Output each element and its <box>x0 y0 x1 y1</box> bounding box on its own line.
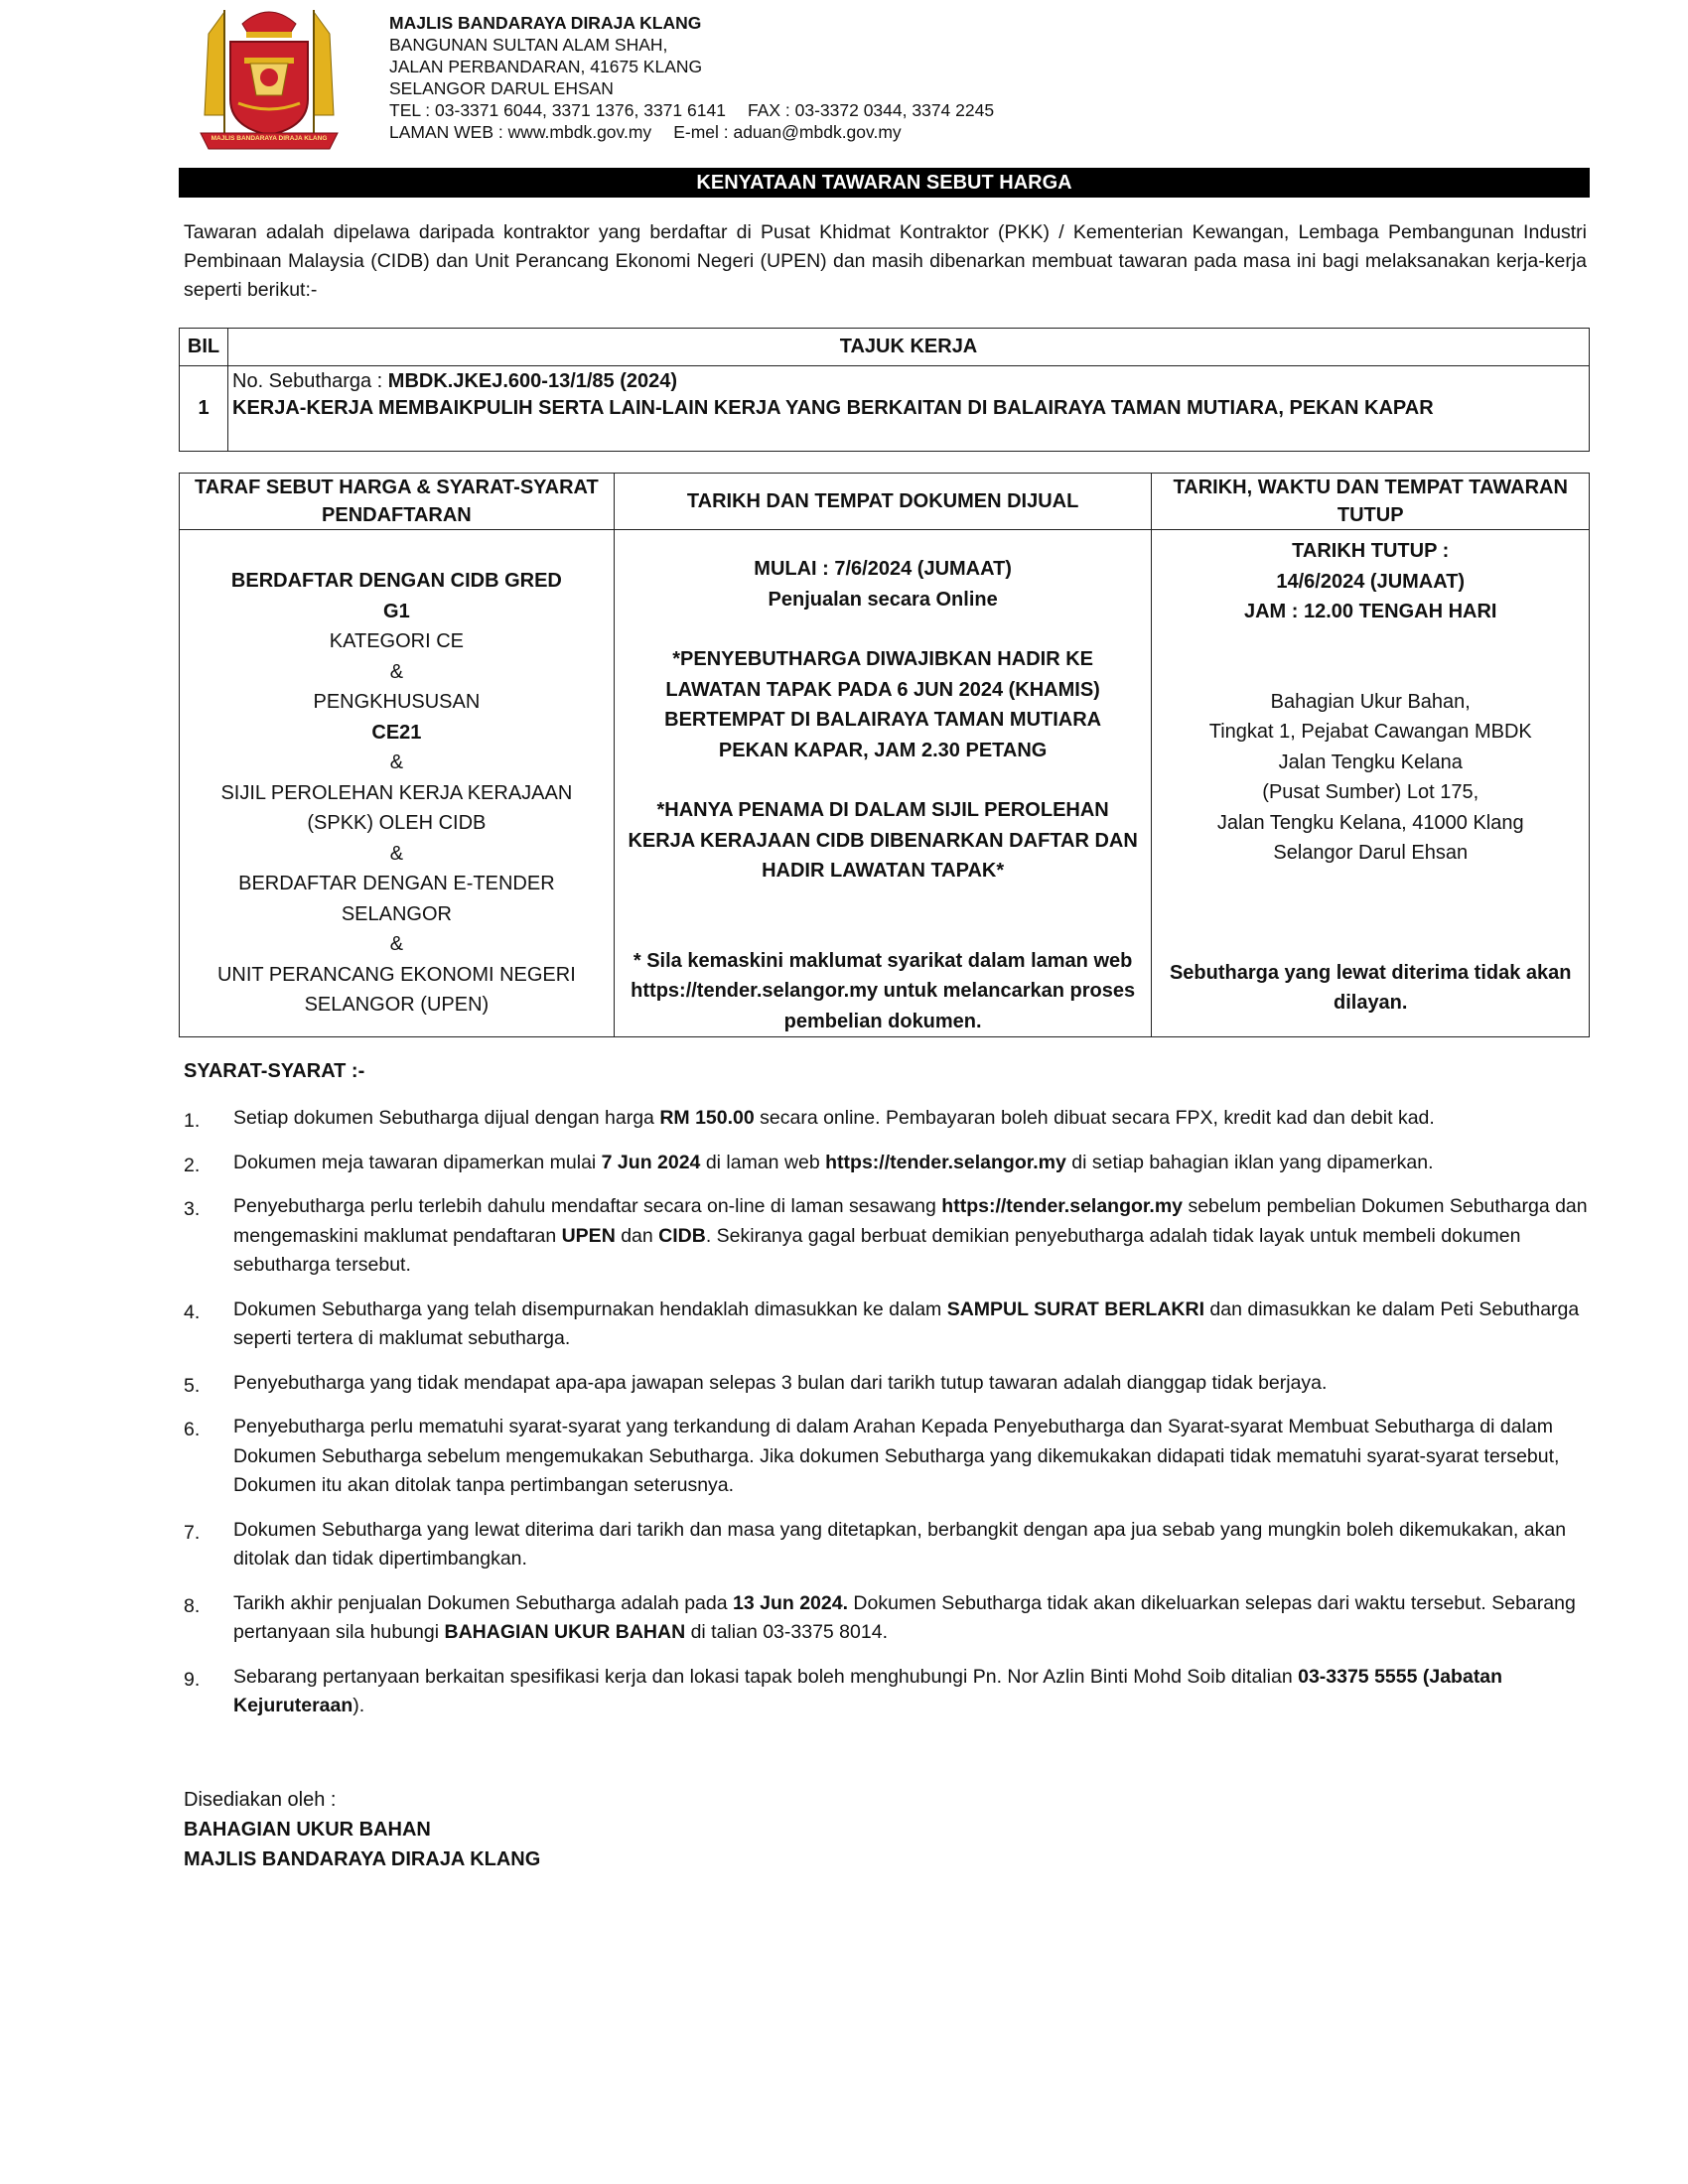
item-bold: 03-3375 5555 (Jabatan Kejuruteraan <box>233 1665 1503 1716</box>
address-line-3: SELANGOR DARUL EHSAN <box>389 78 614 98</box>
item-number: 7. <box>184 1521 201 1544</box>
item-bold: RM 150.00 <box>659 1107 755 1129</box>
intro-paragraph: Tawaran adalah dipelawa daripada kontraktor yang berdaftar di Pusat Khidmat Kontraktor (PKK) / Kementerian Kewangan, Lembaga Pembangunan Industri Pembinaan Malaysia (CIDB) dan Unit Perancang Ekonomi Negeri (UPEN) dan masih dibenarkan membuat tawaran pada masa ini bagi melaksanakan kerja-kerja seperti berikut:- <box>184 221 1587 301</box>
row-number: 1 <box>180 366 228 452</box>
col-tajuk-kerja: TAJUK KERJA <box>228 329 1590 366</box>
item-bold: UPEN <box>561 1224 616 1247</box>
prepared-label: Disediakan oleh : <box>184 1789 337 1811</box>
crest-label: MAJLIS BANDARAYA DIRAJA KLANG <box>211 135 328 142</box>
sale-line: pembelian dokumen. <box>783 1010 982 1032</box>
document-sale-cell <box>614 530 1152 1037</box>
item-text: Penyebutharga yang tidak mendapat apa-apa jawapan selepas 3 bulan dari tarikh tutup tawaran adalah dianggap tidak berjaya. <box>233 1371 1328 1394</box>
closing-line: Tingkat 1, Pejabat Cawangan MBDK <box>1208 721 1532 743</box>
reg-line: SIJIL PEROLEHAN KERJA KERAJAAN <box>220 781 573 804</box>
item-bold: 13 Jun 2024. <box>733 1591 849 1614</box>
sale-line: Penjualan secara Online <box>768 588 998 611</box>
col-registration: TARAF SEBUT HARGA & SYARAT-SYARAT PENDAFTARAN <box>180 474 615 530</box>
tender-url[interactable]: https://tender.selangor.my <box>825 1151 1066 1173</box>
sale-line: BERTEMPAT DI BALAIRAYA TAMAN MUTIARA <box>664 709 1102 731</box>
address-line-2: JALAN PERBANDARAN, 41675 KLANG <box>389 57 703 76</box>
conditions-heading: SYARAT-SYARAT :- <box>184 1060 365 1082</box>
item-number: 9. <box>184 1668 201 1691</box>
list-item <box>184 1296 1594 1354</box>
closing-line: Bahagian Ukur Bahan, <box>1270 690 1471 713</box>
closing-line: TARIKH TUTUP : <box>1292 540 1450 562</box>
reg-line: & <box>389 751 404 773</box>
list-item <box>184 1149 1594 1178</box>
item-text: Dokumen Sebutharga yang telah disempurnakan hendaklah dimasukkan ke dalam <box>233 1297 947 1320</box>
item-text: Penyebutharga perlu terlebih dahulu mendaftar secara on-line di laman sesawang <box>233 1195 942 1217</box>
ref-label: No. Sebutharga : <box>232 370 388 392</box>
closing-line: dilayan. <box>1333 992 1408 1014</box>
item-number: 1. <box>184 1110 201 1132</box>
item-text: Dokumen Sebutharga tidak akan dikeluarkan selepas dari waktu tersebut. Sebarang pertanyaan sila hubungi <box>233 1591 1576 1643</box>
sale-line: * Sila kemaskini maklumat syarikat dalam laman web <box>633 949 1133 972</box>
item-text: Penyebutharga perlu mematuhi syarat-syarat yang terkandung di dalam Arahan Kepada Penyebutharga dan Syarat-syarat Membuat Sebutharga di dalam Dokumen Sebutharga sebelum mengemukakan Sebutharga. Jika dokumen Sebutharga yang dikemukakan didapati tidak mematuhi syarat-syarat tersebut, Dokumen itu akan ditolak tanpa pertimbangan seterusnya. <box>233 1416 1560 1496</box>
fax: FAX : 03-3372 0344, 3374 2245 <box>747 100 995 120</box>
sale-line: HADIR LAWATAN TAPAK* <box>762 860 1005 882</box>
reg-line: SELANGOR <box>341 902 452 925</box>
ref-number: MBDK.JKEJ.600-13/1/85 (2024) <box>387 370 678 392</box>
list-item <box>184 1589 1594 1648</box>
item-text: . Sekiranya gagal berbuat demikian penyebutharga adalah tidak layak untuk membeli dokumen sebutharga tersebut. <box>233 1224 1521 1276</box>
email-link[interactable]: E-mel : aduan@mbdk.gov.my <box>673 122 902 142</box>
col-bil: BIL <box>180 329 228 366</box>
item-bold: SAMPUL SURAT BERLAKRI <box>946 1297 1204 1320</box>
sale-line: LAWATAN TAPAK PADA 6 JUN 2024 (KHAMIS) <box>665 678 1100 701</box>
closing-line: Sebutharga yang lewat diterima tidak akan <box>1169 961 1572 984</box>
col-closing: TARIKH, WAKTU DAN TEMPAT TAWARAN TUTUP <box>1152 474 1590 530</box>
table-row <box>180 530 1590 1037</box>
item-number: 2. <box>184 1154 201 1176</box>
table-row <box>180 366 1590 452</box>
reg-line: & <box>389 842 404 865</box>
prepared-dept: BAHAGIAN UKUR BAHAN <box>184 1819 431 1841</box>
reg-line: CE21 <box>371 721 422 744</box>
item-number: 4. <box>184 1300 201 1323</box>
reg-line: KATEGORI CE <box>329 630 464 652</box>
reg-line: UNIT PERANCANG EKONOMI NEGERI <box>216 963 576 986</box>
item-text: Tarikh akhir penjualan Dokumen Sebutharga adalah pada <box>233 1591 734 1614</box>
address-line-1: BANGUNAN SULTAN ALAM SHAH, <box>389 35 668 55</box>
mbdk-crest-icon <box>195 4 344 155</box>
details-table <box>179 473 1590 1037</box>
prepared-org: MAJLIS BANDARAYA DIRAJA KLANG <box>184 1848 541 1870</box>
item-text: secara online. Pembayaran boleh dibuat secara FPX, kredit kad dan debit kad. <box>754 1107 1435 1129</box>
item-text: di laman web <box>700 1151 826 1173</box>
notice-title-banner: KENYATAAN TAWARAN SEBUT HARGA <box>179 168 1590 198</box>
item-text: Setiap dokumen Sebutharga dijual dengan harga <box>233 1107 660 1129</box>
reg-line: & <box>389 933 404 955</box>
closing-line: 14/6/2024 (JUMAAT) <box>1276 570 1466 593</box>
item-text: ). <box>352 1695 365 1716</box>
item-number: 5. <box>184 1374 201 1397</box>
sale-line: KERJA KERAJAAN CIDB DIBENARKAN DAFTAR DAN <box>628 829 1138 852</box>
reg-line: SELANGOR (UPEN) <box>304 994 490 1016</box>
letterhead <box>389 12 994 143</box>
contact-phone-fax <box>389 99 994 121</box>
sale-line: MULAI : 7/6/2024 (JUMAAT) <box>754 558 1012 580</box>
closing-line: Jalan Tengku Kelana <box>1278 751 1463 773</box>
work-description <box>228 366 1590 452</box>
org-name: MAJLIS BANDARAYA DIRAJA KLANG <box>389 13 702 33</box>
tel: TEL : 03-3371 6044, 3371 1376, 3371 6141 <box>389 100 726 120</box>
item-number: 6. <box>184 1419 201 1440</box>
registration-cell <box>180 530 615 1037</box>
item-text: dan <box>615 1224 659 1247</box>
list-item <box>184 1663 1594 1721</box>
contact-web-email <box>389 121 994 143</box>
closing-line: Selangor Darul Ehsan <box>1273 842 1469 864</box>
item-bold: BAHAGIAN UKUR BAHAN <box>444 1621 686 1643</box>
item-number: 3. <box>184 1198 201 1220</box>
item-text: di setiap bahagian iklan yang dipamerkan. <box>1065 1151 1434 1173</box>
list-item <box>184 1192 1594 1281</box>
item-text: Sebarang pertanyaan berkaitan spesifikasi kerja dan lokasi tapak boleh menghubungi Pn. Nor Azlin Binti Mohd Soib ditalian <box>233 1665 1299 1688</box>
item-bold: 7 Jun 2024 <box>601 1151 701 1173</box>
item-text: Dokumen meja tawaran dipamerkan mulai <box>233 1151 602 1173</box>
reg-line: & <box>389 660 404 683</box>
item-text: dan dimasukkan ke dalam Peti Sebutharga seperti tertera di maklumat sebutharga. <box>233 1297 1580 1349</box>
sale-url[interactable]: https://tender.selangor.my untuk melancarkan proses <box>631 980 1136 1002</box>
item-text: Dokumen Sebutharga yang lewat diterima dari tarikh dan masa yang ditetapkan, berbangkit dengan apa jua sebab yang mungkin boleh dikemukakan, akan ditolak dan tidak dipertimbangkan. <box>233 1518 1567 1570</box>
closing-line: Jalan Tengku Kelana, 41000 Klang <box>1216 811 1524 834</box>
website-link[interactable]: LAMAN WEB : www.mbdk.gov.my <box>389 122 652 142</box>
closing-line: JAM : 12.00 TENGAH HARI <box>1243 601 1497 622</box>
reg-line: G1 <box>383 600 410 622</box>
item-number: 8. <box>184 1594 201 1617</box>
conditions-list <box>184 1104 1594 1736</box>
sale-line: *HANYA PENAMA DI DALAM SIJIL PEROLEHAN <box>656 799 1109 821</box>
reg-line: BERDAFTAR DENGAN E-TENDER <box>238 873 555 894</box>
list-item <box>184 1413 1594 1501</box>
reg-line: BERDAFTAR DENGAN CIDB GRED <box>230 570 562 592</box>
col-document-sale: TARIKH DAN TEMPAT DOKUMEN DIJUAL <box>614 474 1152 530</box>
reg-line: (SPKK) OLEH CIDB <box>307 812 487 834</box>
item-text: sebelum pembelian Dokumen Sebutharga dan mengemaskini maklumat pendaftaran <box>233 1195 1588 1247</box>
closing-cell <box>1152 530 1590 1037</box>
work-title-table <box>179 328 1590 452</box>
tender-url[interactable]: https://tender.selangor.my <box>941 1195 1184 1217</box>
item-bold: CIDB <box>658 1224 706 1247</box>
item-text: di talian 03-3375 8014. <box>685 1621 888 1643</box>
closing-line: (Pusat Sumber) Lot 175, <box>1262 781 1479 803</box>
sale-line: *PENYEBUTHARGA DIWAJIBKAN HADIR KE <box>672 648 1093 670</box>
list-item <box>184 1369 1594 1399</box>
sale-line: PEKAN KAPAR, JAM 2.30 PETANG <box>718 739 1048 761</box>
list-item <box>184 1516 1594 1574</box>
list-item <box>184 1104 1594 1134</box>
reg-line: PENGKHUSUSAN <box>313 691 481 713</box>
work-title: KERJA-KERJA MEMBAIKPULIH SERTA LAIN-LAIN KERJA YANG BERKAITAN DI BALAIRAYA TAMAN MUTIARA, PEKAN KAPAR <box>232 397 1434 419</box>
prepared-by <box>184 1785 540 1874</box>
